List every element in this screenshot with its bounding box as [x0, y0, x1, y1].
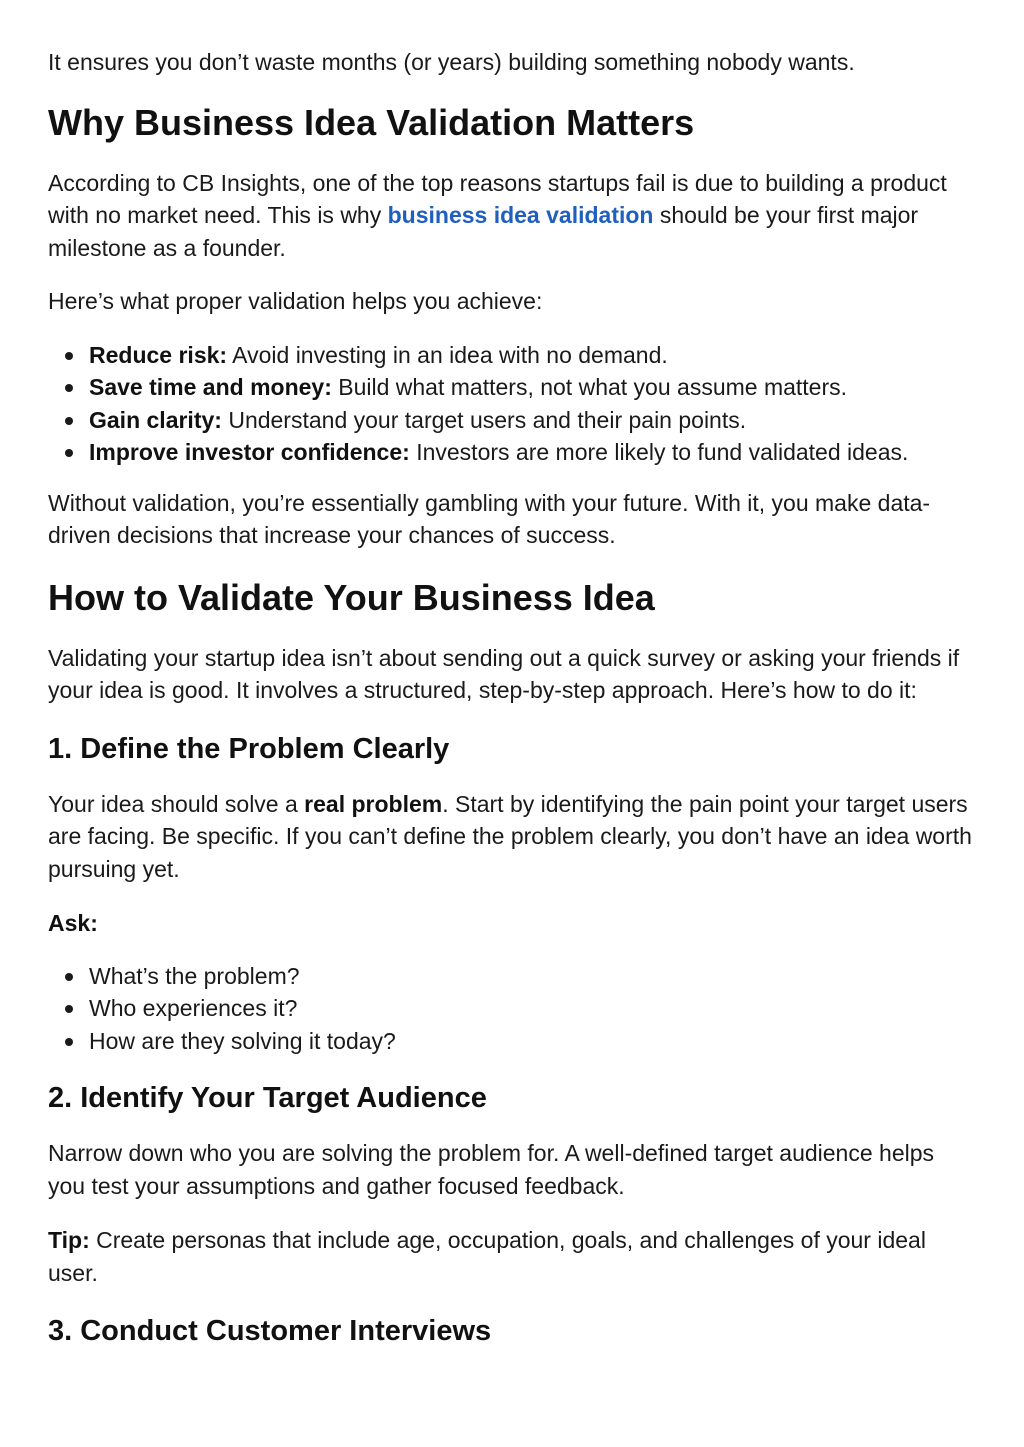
link-business-idea-validation[interactable]: business idea validation	[387, 202, 654, 228]
tip-label: Tip:	[48, 1227, 90, 1253]
heading-step-1: 1. Define the Problem Clearly	[48, 732, 450, 765]
benefit-text: Build what matters, not what you assume matters.	[331, 374, 848, 400]
list-item: How are they solving it today?	[89, 1025, 976, 1058]
intro-paragraph: It ensures you don’t waste months (or years) building something nobody wants.	[48, 49, 855, 75]
list-item	[89, 404, 976, 437]
heading-why-validation-matters: Why Business Idea Validation Matters	[48, 101, 695, 143]
benefits-list	[48, 339, 976, 469]
benefit-label: Reduce risk:	[89, 341, 228, 368]
paragraph-step-2: Narrow down who you are solving the problem for. A well-defined target audience helps you test your assumptions and gather focused feedback.	[48, 1140, 935, 1199]
list-item	[89, 436, 976, 469]
paragraph-without-validation: Without validation, you’re essentially gambling with your future. With it, you make data-driven decisions that increase your chances of success.	[48, 489, 931, 548]
list-item	[89, 371, 976, 404]
benefit-label: Improve investor confidence:	[89, 439, 410, 465]
paragraph-cb-insights	[48, 167, 976, 265]
list-item: What’s the problem?	[89, 960, 976, 993]
heading-step-3: 3. Conduct Customer Interviews	[48, 1315, 492, 1347]
benefit-label: Gain clarity:	[89, 406, 222, 433]
questions-list	[48, 960, 976, 1058]
ask-label-paragraph	[48, 907, 976, 940]
paragraph-validation-helps: Here’s what proper validation helps you achieve:	[48, 288, 543, 314]
text-segment: According to CB Insights, one of the top reasons startups fail is due to building a product with no market need. This is why	[48, 169, 947, 228]
list-item: Who experiences it?	[89, 992, 976, 1025]
text-segment: Your idea should solve a	[48, 790, 305, 817]
tip-paragraph	[48, 1224, 976, 1289]
text-segment: . Start by identifying the pain point your target users are facing. Be specific. If you can’t define the problem clearly, you don’t have an idea worth pursuing yet.	[48, 790, 972, 882]
tip-text: Create personas that include age, occupation, goals, and challenges of your ideal user.	[48, 1227, 926, 1286]
heading-step-2: 2. Identify Your Target Audience	[48, 1082, 487, 1114]
ask-label: Ask:	[48, 910, 98, 936]
benefit-text: Investors are more likely to fund validated ideas.	[409, 439, 909, 465]
benefit-label: Save time and money:	[89, 374, 332, 400]
paragraph-step-1	[48, 788, 976, 886]
bold-real-problem: real problem	[304, 790, 443, 817]
benefit-text: Avoid investing in an idea with no demand.	[227, 341, 668, 368]
benefit-text: Understand your target users and their pain points.	[221, 406, 747, 433]
paragraph-validating-startup: Validating your startup idea isn’t about sending out a quick survey or asking your friends if your idea is good. It involves a structured, step-by-step approach. Here’s how to do it:	[48, 644, 960, 703]
list-item	[89, 339, 976, 372]
text-segment: should be your first major milestone as a founder.	[48, 202, 919, 261]
heading-how-to-validate: How to Validate Your Business Idea	[48, 576, 655, 618]
